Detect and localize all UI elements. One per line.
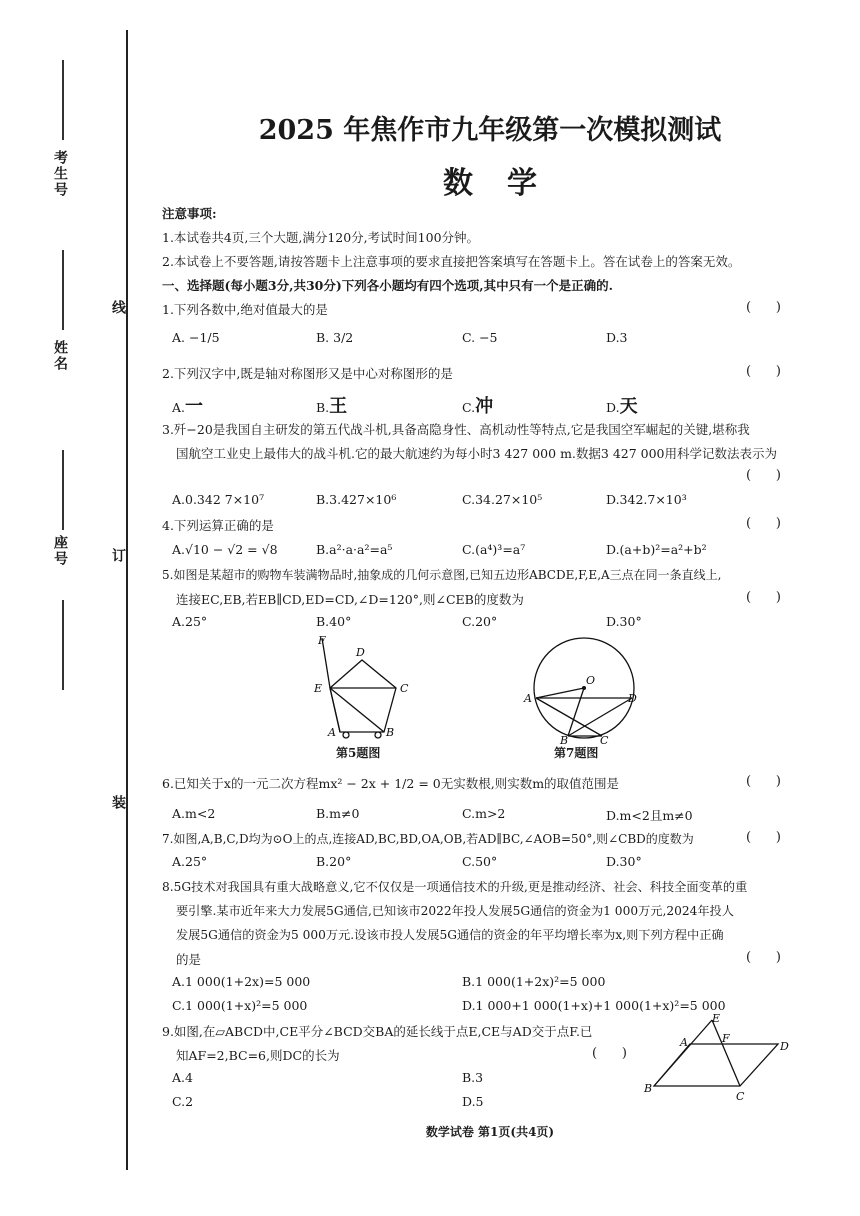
q3-option-a: A.0.342 7×10⁷ <box>172 492 265 507</box>
fig9-label-d: D <box>780 1040 789 1053</box>
q7-answer-paren: ( ) <box>746 830 781 845</box>
q9-stem-line-2: 知AF=2,BC=6,则DC的长为 <box>176 1048 340 1063</box>
q9-option-b: B.3 <box>462 1070 484 1085</box>
q6-option-b: B.m≠0 <box>316 806 360 821</box>
q6-stem: 6.已知关于x的一元二次方程mx² − 2x + 1/2 = 0无实数根,则实数m的取值范围是 <box>162 776 620 791</box>
q4-option-a: A.√10 − √2 = √8 <box>172 542 278 557</box>
q9-answer-paren: ( ) <box>592 1046 627 1061</box>
q7-option-b: B.20° <box>316 854 352 869</box>
q6-option-d: D.m<2且m≠0 <box>606 808 693 823</box>
exam-no-label: 考生号 <box>52 150 68 198</box>
q7-option-d: D.30° <box>606 854 642 869</box>
notes-item-1: 1.本试卷共4页,三个大题,满分120分,考试时间100分钟。 <box>162 230 480 245</box>
q2-option-d: D.天 <box>606 396 638 417</box>
q2-option-a: A.一 <box>172 396 204 417</box>
q5-stem-line-1: 5.如图是某超市的购物车装满物品时,抽象成的几何示意图,已知五边形ABCDE,F,E,A三点在同一条直线上, <box>162 568 722 582</box>
q2-stem: 2.下列汉字中,既是轴对称图形又是中心对称图形的是 <box>162 366 453 381</box>
q3-stem-line-1: 3.歼−20是我国自主研发的第五代战斗机,具备高隐身性、高机动性等特点,它是我国空军崛起的关键,堪称我 <box>162 422 750 437</box>
bind-char: 订 <box>110 548 126 564</box>
notes-heading: 注意事项: <box>162 206 217 221</box>
seat-no-blank <box>62 450 64 530</box>
q2-answer-paren: ( ) <box>746 364 781 379</box>
fig5-label-e: E <box>314 682 323 695</box>
q6-option-a: A.m<2 <box>172 806 216 821</box>
fig5-label-b: B <box>386 726 395 739</box>
q8-option-b: B.1 000(1+2x)²=5 000 <box>462 974 606 989</box>
q7-option-a: A.25° <box>172 854 208 869</box>
q8-option-d: D.1 000+1 000(1+x)+1 000(1+x)²=5 000 <box>462 998 726 1013</box>
q8-stem-line-1: 8.5G技术对我国具有重大战略意义,它不仅仅是一项通信技术的升级,更是推动经济、社会、科技全面变革的重 <box>162 880 748 894</box>
q1-option-b: B. 3/2 <box>316 330 354 345</box>
fig9-label-e: E <box>712 1012 721 1025</box>
q6-answer-paren: ( ) <box>746 774 781 789</box>
figure-7 <box>522 632 642 744</box>
fig5-label-a: A <box>328 726 336 739</box>
q8-stem-line-4: 的是 <box>176 952 202 967</box>
extra-blank <box>62 600 64 690</box>
q7-stem: 7.如图,A,B,C,D均为⊙O上的点,连接AD,BC,BD,OA,OB,若AD∥BC,∠AOB=50°,则∠CBD的度数为 <box>162 832 694 846</box>
q9-option-c: C.2 <box>172 1094 194 1109</box>
seat-no-label: 座号 <box>52 535 68 567</box>
fig9-label-f: F <box>722 1032 730 1045</box>
name-label: 姓名 <box>52 340 68 372</box>
q1-option-c: C. −5 <box>462 330 498 345</box>
q3-option-d: D.342.7×10³ <box>606 492 687 507</box>
fig9-label-c: C <box>736 1090 745 1102</box>
q2-option-c: C.冲 <box>462 396 494 417</box>
q5-option-d: D.30° <box>606 614 642 629</box>
fig7-caption: 第7题图 <box>554 746 599 760</box>
q1-option-a: A. −1/5 <box>172 330 220 345</box>
page-footer: 数学试卷 第1页(共4页) <box>425 1125 555 1139</box>
q3-option-c: C.34.27×10⁵ <box>462 492 543 507</box>
fig7-label-d: D <box>628 692 637 705</box>
q5-stem-line-2: 连接EC,EB,若EB∥CD,ED=CD,∠D=120°,则∠CEB的度数为 <box>176 592 524 607</box>
q3-answer-paren: ( ) <box>746 468 781 483</box>
q7-option-c: C.50° <box>462 854 498 869</box>
q9-option-d: D.5 <box>462 1094 484 1109</box>
q2-option-b: B.王 <box>316 396 348 417</box>
line-char: 线 <box>110 300 126 316</box>
q1-option-d: D.3 <box>606 330 628 345</box>
fig9-label-b: B <box>644 1082 653 1095</box>
q4-answer-paren: ( ) <box>746 516 781 531</box>
q4-option-b: B.a²·a·a²=a⁵ <box>316 542 393 557</box>
figure-9 <box>642 1012 798 1102</box>
q8-option-a: A.1 000(1+2x)=5 000 <box>172 974 311 989</box>
exam-no-blank <box>62 60 64 140</box>
q4-stem: 4.下列运算正确的是 <box>162 518 274 533</box>
q4-option-c: C.(a⁴)³=a⁷ <box>462 542 526 557</box>
fig7-label-b: B <box>560 734 569 744</box>
subject-title: 数学 <box>443 166 571 201</box>
q3-option-b: B.3.427×10⁶ <box>316 492 397 507</box>
notes-item-2: 2.本试卷上不要答题,请按答题卡上注意事项的要求直接把答案填写在答题卡上。答在试卷上的答案无效。 <box>162 254 741 269</box>
q5-answer-paren: ( ) <box>746 590 781 605</box>
binding-line <box>126 30 128 1170</box>
q5-option-a: A.25° <box>172 614 208 629</box>
q6-option-c: C.m>2 <box>462 806 506 821</box>
exam-title: 2025 年焦作市九年级第一次模拟测试 <box>258 115 722 146</box>
q5-option-c: C.20° <box>462 614 498 629</box>
q3-stem-line-2: 国航空工业史上最伟大的战斗机.它的最大航速约为每小时3 427 000 m.数据3 427 000用科学记数法表示为 <box>176 446 778 461</box>
fig7-label-a: A <box>524 692 532 705</box>
name-blank <box>62 250 64 330</box>
q8-stem-line-2: 要引擎.某市近年来大力发展5G通信,已知该市2022年投人发展5G通信的资金为1 000万元,2024年投人 <box>176 904 734 918</box>
q4-option-d: D.(a+b)²=a²+b² <box>606 542 707 557</box>
q8-option-c: C.1 000(1+x)²=5 000 <box>172 998 308 1013</box>
fig9-label-a: A <box>680 1036 688 1049</box>
fig5-label-d: D <box>356 646 365 659</box>
q9-stem-line-1: 9.如图,在▱ABCD中,CE平分∠BCD交BA的延长线于点E,CE与AD交于点F.已 <box>162 1024 593 1039</box>
q5-option-b: B.40° <box>316 614 352 629</box>
fig5-label-c: C <box>400 682 409 695</box>
q1-answer-paren: ( ) <box>746 300 781 315</box>
section1-heading: 一、选择题(每小题3分,共30分)下列各小题均有四个选项,其中只有一个是正确的. <box>162 278 613 293</box>
q9-option-a: A.4 <box>172 1070 193 1085</box>
figure-5 <box>300 632 430 744</box>
q8-stem-line-3: 发展5G通信的资金为5 000万元.设该市投人发展5G通信的资金的年平均增长率为x,则下列方程中正确 <box>176 928 724 942</box>
fig5-label-f: F <box>318 634 326 647</box>
q1-stem: 1.下列各数中,绝对值最大的是 <box>162 302 328 317</box>
fig7-label-o: O <box>586 674 596 687</box>
fig5-caption: 第5题图 <box>336 746 381 760</box>
fig7-label-c: C <box>600 734 609 744</box>
fold-char: 装 <box>110 795 126 811</box>
q8-answer-paren: ( ) <box>746 950 781 965</box>
